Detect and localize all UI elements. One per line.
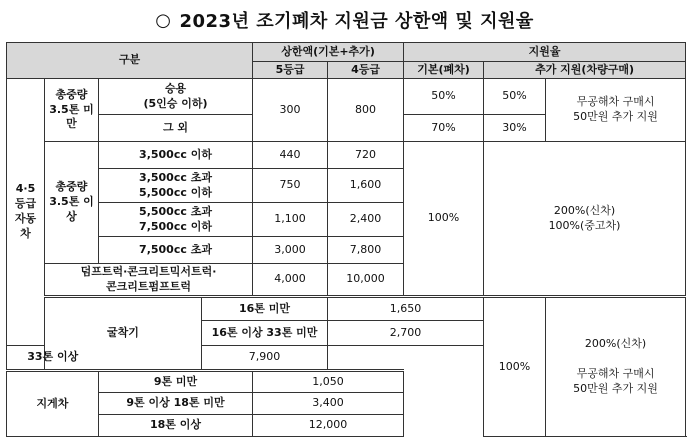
text-line: 200%(신차) (584, 337, 647, 351)
text-line: 3.5톤 이상 (49, 195, 94, 223)
header-extra-rate: 추가 지원(차량구매) (484, 62, 686, 79)
light-extra-note (546, 79, 686, 142)
special-truck-label (45, 264, 253, 297)
excavator-row-label: 16톤 이상 33톤 미만 (202, 321, 328, 346)
header-rate: 지원율 (404, 43, 686, 62)
forklift-row-label: 9톤 이상 18톤 미만 (99, 393, 253, 415)
excavator-cap: 7,900 (202, 346, 328, 371)
heavy-grade5-cap: 3,000 (253, 237, 328, 264)
forklift-cap: 1,050 (253, 371, 404, 393)
heavy-row-label: 7,500cc 초과 (99, 237, 253, 264)
text-line (546, 352, 685, 367)
excavator-label: 굴착기 (45, 297, 202, 371)
text-line: 무공해차 구매시 (576, 95, 655, 109)
header-cap: 상한액(기본+추가) (253, 43, 404, 62)
construction-base-rate: 100% (484, 297, 546, 437)
text-line: 자동 (14, 212, 37, 225)
text-line: 50만원 추가 지원 (573, 110, 658, 123)
text-line: 무공해차 구매시 (576, 367, 655, 380)
text-line: 5,500cc 이하 (139, 185, 212, 199)
title-text: 2023년 조기폐차 지원금 상한액 및 지원율 (179, 11, 534, 32)
other-label: 그 외 (99, 115, 253, 142)
heavy-grade4-cap: 7,800 (328, 237, 404, 264)
text-line: 7,500cc 이하 (139, 219, 212, 233)
heavy-row-label (99, 169, 253, 203)
text-line: 콘크리트펌프트럭 (106, 279, 192, 293)
other-base-rate: 70% (404, 115, 484, 142)
header-category: 구분 (7, 43, 253, 79)
circle-bullet: ○ (155, 9, 172, 31)
excavator-row-label: 16톤 미만 (202, 297, 328, 321)
heavy-grade5-cap: 1,100 (253, 203, 328, 237)
text-line: 총중량 (55, 180, 88, 194)
heavy-grade4-cap: 2,400 (328, 203, 404, 237)
heavy-weight-label (45, 142, 99, 264)
header-grade5: 5등급 (253, 62, 328, 79)
excavator-cap: 2,700 (328, 321, 484, 346)
text-line: 5,500cc 초과 (139, 204, 212, 218)
text-line: 3,500cc 초과 (139, 170, 212, 184)
text-line: 100%(중고차) (548, 218, 621, 232)
text-line: 200%(신차) (553, 203, 616, 217)
forklift-cap: 3,400 (253, 393, 404, 415)
text-line: 50만원 추가 지원 (573, 381, 658, 395)
document-title (0, 0, 689, 40)
text-line: 승용 (164, 81, 187, 95)
light-weight-label (45, 79, 99, 142)
light-grade5-cap: 300 (253, 79, 328, 142)
excavator-row-label: 33톤 이상 (7, 346, 99, 371)
forklift-cap: 12,000 (253, 415, 404, 437)
vehicle-group-label (7, 79, 45, 346)
special-grade4-cap: 10,000 (328, 264, 404, 297)
forklift-row-label: 18톤 이상 (99, 415, 253, 437)
heavy-grade4-cap: 1,600 (328, 169, 404, 203)
subsidy-table (6, 42, 686, 437)
text-line: 등급 (14, 197, 37, 211)
other-extra-rate: 30% (484, 115, 546, 142)
light-grade4-cap: 800 (328, 79, 404, 142)
passenger-extra-rate: 50% (484, 79, 546, 115)
header-grade4: 4등급 (328, 62, 404, 79)
passenger-label (99, 79, 253, 115)
text-line: 차 (20, 226, 31, 240)
text-line: 총중량 (55, 87, 88, 101)
heavy-row-label: 3,500cc 이하 (99, 142, 253, 169)
heavy-grade5-cap: 440 (253, 142, 328, 169)
text-line: 덤프트럭·콘크리트믹서트럭· (80, 264, 217, 278)
passenger-base-rate: 50% (404, 79, 484, 115)
text-line: 4·5 (15, 182, 36, 196)
forklift-row-label: 9톤 미만 (99, 371, 253, 393)
excavator-cap: 1,650 (328, 297, 484, 321)
header-base-rate: 기본(폐차) (404, 62, 484, 79)
text-line: (5인승 이하) (143, 96, 208, 110)
heavy-row-label (99, 203, 253, 237)
construction-extra-rate (546, 297, 686, 437)
special-grade5-cap: 4,000 (253, 264, 328, 297)
heavy-grade5-cap: 750 (253, 169, 328, 203)
vehicle-extra-rate (484, 142, 686, 297)
forklift-label: 지게차 (7, 371, 99, 437)
text-line: 3.5톤 미만 (49, 102, 94, 131)
vehicle-base-rate: 100% (404, 142, 484, 297)
heavy-grade4-cap: 720 (328, 142, 404, 169)
